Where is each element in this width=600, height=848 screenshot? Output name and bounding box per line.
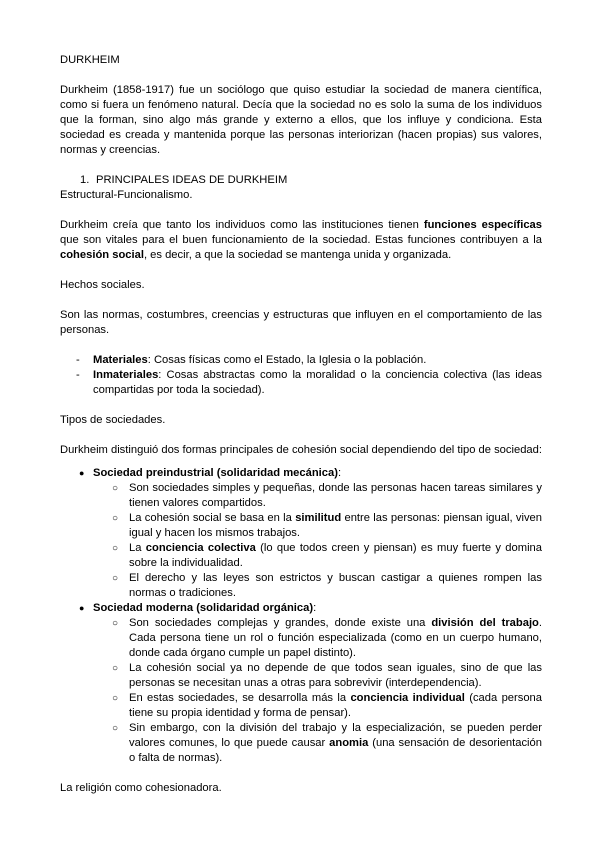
- sub-item-bold: división del trabajo: [431, 617, 539, 629]
- sub-item-text: (cada persona tiene su propia identidad y forma de pensar).: [129, 692, 542, 719]
- section-heading-text: PRINCIPALES IDEAS DE DURKHEIM: [96, 174, 288, 186]
- circle-marker: ○: [112, 693, 119, 704]
- sub-item: [60, 481, 542, 511]
- circle-marker: ○: [112, 723, 119, 734]
- bullet-colon: :: [313, 602, 317, 614]
- hechos-paragraph: Son las normas, costumbres, creencias y estructuras que influyen en el comportamiento de las personas.: [60, 309, 542, 336]
- list-item-materiales: [60, 353, 542, 368]
- circle-marker: ○: [112, 483, 119, 494]
- hechos-heading: Hechos sociales.: [60, 279, 145, 291]
- list-item-term: Inmateriales: [93, 369, 159, 381]
- bullet-colon: :: [337, 467, 342, 479]
- circle-marker: ○: [112, 663, 119, 674]
- sub-item: [60, 616, 542, 661]
- funciones-text-2: que son vitales para el buen funcionamiento de la sociedad. Estas funciones contribuyen a la: [60, 234, 542, 246]
- sub-item-text: La: [129, 542, 146, 554]
- list-item-term: Materiales: [93, 354, 148, 366]
- circle-marker: ○: [112, 543, 119, 554]
- sub-item: [60, 661, 542, 691]
- dash-marker: -: [76, 369, 80, 381]
- sub-item-text: La cohesión social se basa en la: [129, 512, 296, 524]
- sub-item: [60, 511, 542, 541]
- list-item-text: : Cosas físicas como el Estado, la Iglesia o la población.: [147, 354, 427, 366]
- bullet-moderna: [60, 601, 542, 616]
- funciones-bold-2: cohesión social: [60, 249, 144, 261]
- intro-paragraph: Durkheim (1858-1917) fue un sociólogo que quiso estudiar la sociedad de manera científica, como si fuera un fenómeno natural. Decía que la sociedad no es solo la suma de los individuos que la forman, sino algo más grande y externo a ellos, que los influye y condiciona. Esta sociedad es creada y mantenida porque las personas interiorizan (hacen propias) sus valores, normas y creencias.: [60, 84, 542, 156]
- bullet-marker: ●: [79, 603, 85, 613]
- sub-item-text: En estas sociedades, se desarrolla más la: [129, 692, 351, 704]
- dash-marker: -: [76, 354, 80, 366]
- sub-item: [60, 721, 542, 766]
- sub-item-bold: similitud: [295, 512, 342, 524]
- sub-item: [60, 541, 542, 571]
- sub-item-text: El derecho y las leyes son estrictos y buscan castigar a quienes rompen las normas o tradiciones.: [129, 572, 542, 599]
- sub-item: [60, 691, 542, 721]
- sub-item-bold: anomia: [329, 737, 369, 749]
- sub-item: [60, 571, 542, 601]
- sub-item-text: Son sociedades simples y pequeñas, donde las personas hacen tareas similares y tienen valores compartidos.: [129, 482, 542, 509]
- religion-heading: La religión como cohesionadora.: [60, 782, 222, 794]
- section-subheading: Estructural-Funcionalismo.: [60, 189, 193, 201]
- document-title: DURKHEIM: [60, 54, 120, 66]
- document-body: [60, 53, 542, 796]
- list-item-text: : Cosas abstractas como la moralidad o la conciencia colectiva (las ideas compartidas por toda la sociedad).: [93, 369, 542, 396]
- circle-marker: ○: [112, 513, 119, 524]
- section-heading: [60, 173, 542, 188]
- bullet-preindustrial: [60, 466, 542, 481]
- funciones-bold-1: funciones específicas: [423, 219, 542, 231]
- sub-item-text: (una sensación de desorientación o falta de normas).: [129, 737, 542, 764]
- sub-item-text: . Cada persona tiene un rol o función especializada (como en un cuerpo humano, donde cada órgano cumple un papel distinto).: [129, 617, 542, 659]
- bullet-label: Sociedad preindustrial (solidaridad mecánica): [93, 467, 338, 479]
- sub-item-text: Son sociedades complejas y grandes, donde existe una: [129, 617, 432, 629]
- circle-marker: ○: [112, 573, 119, 584]
- tipos-heading: Tipos de sociedades.: [60, 414, 166, 426]
- sub-item-text: Sin embargo, con la división del trabajo y la especialización, se pueden perder valores comunes, lo que puede causar: [129, 722, 542, 749]
- circle-marker: ○: [112, 618, 119, 629]
- sub-item-text: (lo que todos creen y piensan) es muy fuerte y domina sobre la individualidad.: [129, 542, 543, 569]
- sub-item-bold: conciencia colectiva: [145, 542, 256, 554]
- list-item-inmateriales: [60, 368, 542, 398]
- sub-item-bold: conciencia individual: [350, 692, 465, 704]
- funciones-text-3: , es decir, a que la sociedad se mantenga unida y organizada.: [143, 249, 452, 261]
- sub-item-text: La cohesión social ya no depende de que todos sean iguales, sino de que las personas se necesitan unas a otras para sobrevivir (interdependencia).: [129, 662, 542, 689]
- sub-item-text: entre las personas: piensan igual, viven igual y hacen los mismos trabajos.: [129, 512, 542, 539]
- bullet-label: Sociedad moderna (solidaridad orgánica): [93, 602, 314, 614]
- tipos-paragraph: Durkheim distinguió dos formas principales de cohesión social dependiendo del tipo de sociedad:: [60, 444, 542, 456]
- section-number: 1.: [80, 174, 90, 186]
- bullet-marker: ●: [79, 468, 85, 478]
- funciones-paragraph: [60, 218, 542, 263]
- funciones-text-1: Durkheim creía que tanto los individuos como las instituciones tienen: [60, 219, 424, 231]
